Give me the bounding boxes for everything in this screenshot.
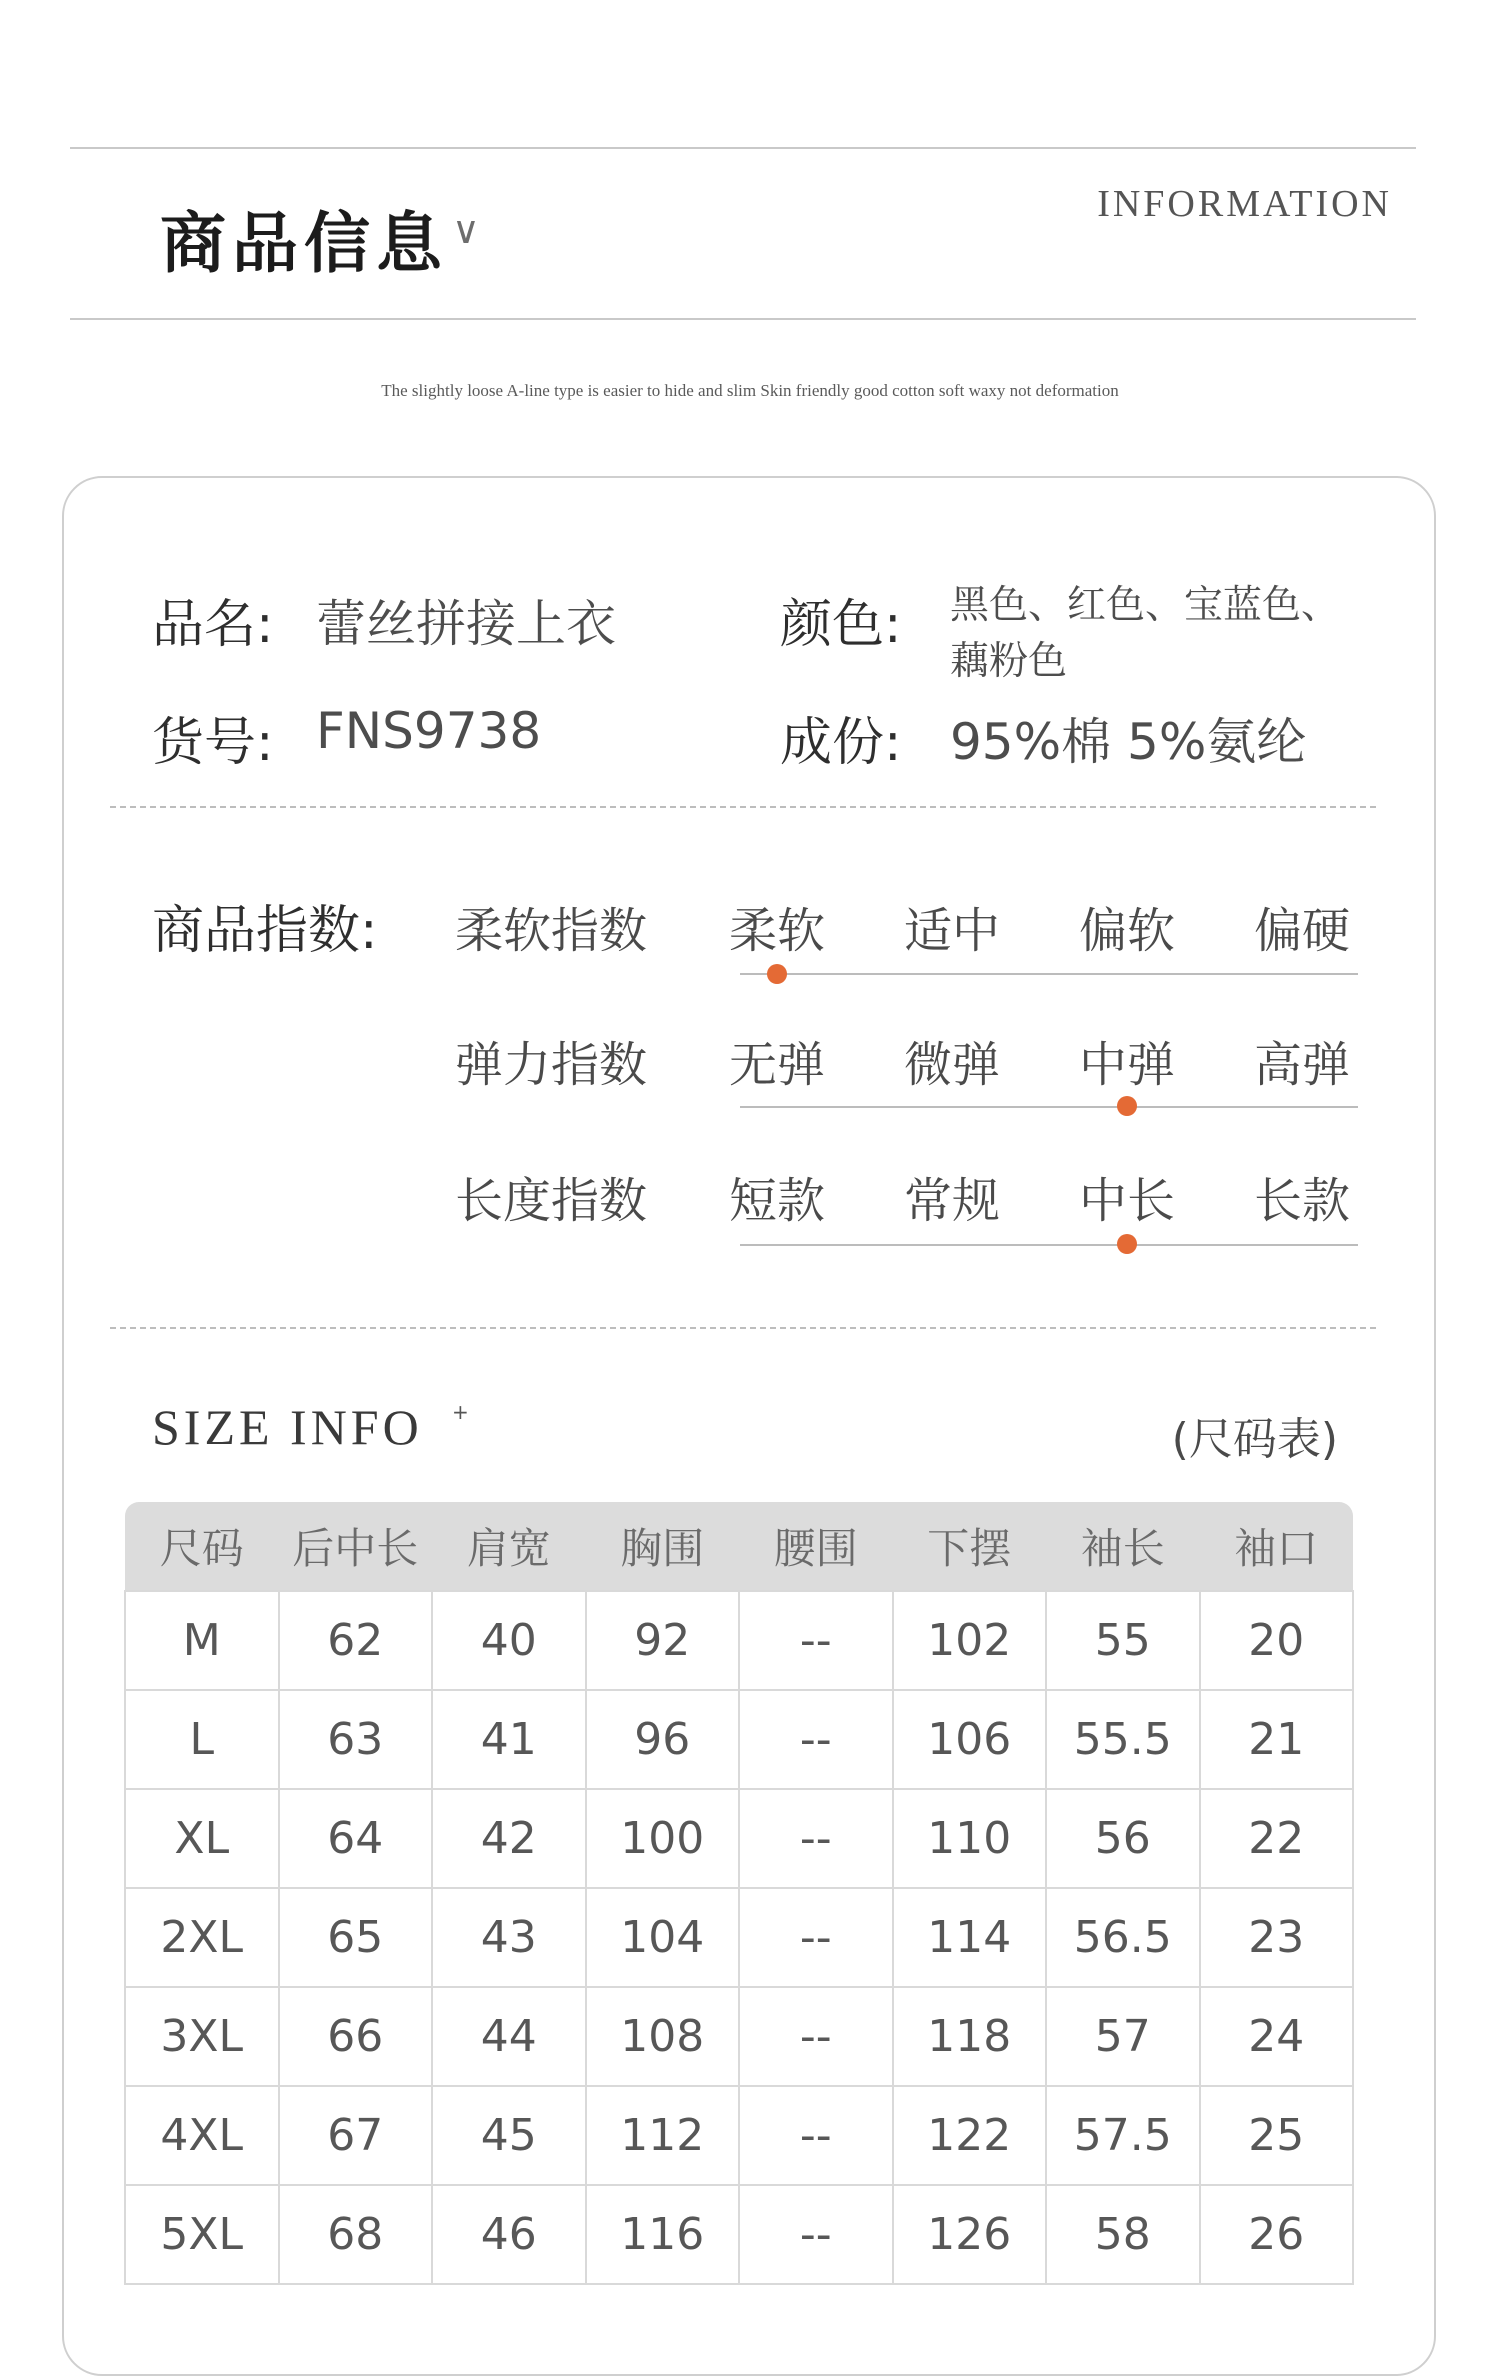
index-marker [1117,1234,1137,1254]
name-label: 品名: [152,595,274,655]
divider [110,806,1376,808]
color-label: 颜色: [780,595,902,655]
sku-label: 货号: [152,713,274,773]
table-cell: 55.5 [1046,1690,1200,1789]
index-option: 无弹 [728,1037,825,1093]
table-cell: 55 [1046,1591,1200,1690]
table-cell: 3XL [125,1987,279,2086]
index-title: 商品指数: [152,901,378,961]
table-cell: 110 [893,1789,1047,1888]
table-cell: 64 [279,1789,433,1888]
table-cell: 126 [893,2185,1047,2284]
table-cell: 41 [432,1690,586,1789]
size-info-title: SIZE INFO [152,1399,423,1455]
index-option: 中弹 [1078,1037,1175,1093]
material-value: 95%棉 5%氨纶 [950,713,1307,771]
column-header: 胸围 [586,1502,740,1591]
column-header: 肩宽 [432,1502,586,1591]
index-name: 长度指数 [455,1173,648,1229]
index-option: 适中 [903,903,1000,959]
table-cell: XL [125,1789,279,1888]
page-title: 商品信息 [160,204,448,282]
table-cell: 92 [586,1591,740,1690]
plus-icon: + [452,1400,469,1424]
column-header: 尺码 [125,1502,279,1591]
table-cell: 65 [279,1888,433,1987]
table-cell: 118 [893,1987,1047,2086]
index-name: 弹力指数 [455,1037,648,1093]
table-cell: 4XL [125,2086,279,2185]
size-chart-label: (尺码表) [1171,1414,1338,1465]
table-cell: 106 [893,1690,1047,1789]
index-option: 微弹 [903,1037,1000,1093]
top-rule [70,147,1416,149]
table-cell: 62 [279,1591,433,1690]
material-label: 成份: [780,713,902,773]
index-option: 高弹 [1253,1037,1350,1093]
index-name: 柔软指数 [455,903,648,959]
name-value: 蕾丝拼接上衣 [316,595,616,653]
table-cell: 25 [1200,2086,1354,2185]
index-marker [1117,1096,1137,1116]
table-cell: 43 [432,1888,586,1987]
index-track [740,973,1358,975]
table-cell: -- [739,1591,893,1690]
table-cell: -- [739,1987,893,2086]
table-cell: 44 [432,1987,586,2086]
table-cell: 5XL [125,2185,279,2284]
table-row [125,1987,1353,2086]
table-cell: 116 [586,2185,740,2284]
column-header: 袖口 [1200,1502,1354,1591]
table-cell: 67 [279,2086,433,2185]
table-cell: 56.5 [1046,1888,1200,1987]
information-label: INFORMATION [1097,183,1392,225]
table-cell: -- [739,2086,893,2185]
table-cell: M [125,1591,279,1690]
table-cell: 2XL [125,1888,279,1987]
index-option: 长款 [1253,1173,1350,1229]
color-value-line2: 藕粉色 [950,639,1068,684]
index-marker [767,964,787,984]
table-cell: 24 [1200,1987,1354,2086]
chevron-down-icon: ∨ [452,208,480,252]
table-cell: 122 [893,2086,1047,2185]
table-cell: 20 [1200,1591,1354,1690]
table-cell: -- [739,1690,893,1789]
table-cell: 102 [893,1591,1047,1690]
table-cell: 104 [586,1888,740,1987]
index-option: 常规 [903,1173,1000,1229]
index-option: 短款 [728,1173,825,1229]
table-row [125,1690,1353,1789]
tagline: The slightly loose A-line type is easier to hide and slim Skin friendly good cotton soft waxy not deformation [381,381,1119,400]
table-cell: 21 [1200,1690,1354,1789]
table-cell: 63 [279,1690,433,1789]
table-cell: 22 [1200,1789,1354,1888]
index-option: 柔软 [728,903,825,959]
table-cell: 66 [279,1987,433,2086]
table-cell: 26 [1200,2185,1354,2284]
column-header: 后中长 [279,1502,433,1591]
index-track [740,1106,1358,1108]
table-cell: 108 [586,1987,740,2086]
index-option: 中长 [1078,1173,1175,1229]
table-cell: L [125,1690,279,1789]
table-cell: 68 [279,2185,433,2284]
table-cell: 100 [586,1789,740,1888]
column-header: 腰围 [739,1502,893,1591]
table-cell: 57 [1046,1987,1200,2086]
table-cell: 58 [1046,2185,1200,2284]
divider [110,1327,1376,1329]
table-cell: 46 [432,2185,586,2284]
index-option: 偏软 [1078,903,1175,959]
table-row [125,1888,1353,1987]
table-cell: 112 [586,2086,740,2185]
table-cell: -- [739,1888,893,1987]
table-cell: 96 [586,1690,740,1789]
table-row [125,1789,1353,1888]
color-value-line1: 黑色、红色、宝蓝色、 [950,583,1341,628]
index-track [740,1244,1358,1246]
table-row [125,2185,1353,2284]
table-cell: 23 [1200,1888,1354,1987]
table-cell: 42 [432,1789,586,1888]
header-bottom-rule [70,318,1416,320]
column-header: 袖长 [1046,1502,1200,1591]
table-cell: 57.5 [1046,2086,1200,2185]
table-cell: 114 [893,1888,1047,1987]
table-row [125,1591,1353,1690]
table-cell: -- [739,2185,893,2284]
table-cell: 40 [432,1591,586,1690]
sku-value: FNS9738 [316,702,542,760]
table-cell: 56 [1046,1789,1200,1888]
index-option: 偏硬 [1253,903,1350,959]
table-cell: 45 [432,2086,586,2185]
table-row [125,2086,1353,2185]
size-table-header [125,1502,1353,1591]
column-header: 下摆 [893,1502,1047,1591]
table-cell: -- [739,1789,893,1888]
size-table [124,1502,1354,2285]
